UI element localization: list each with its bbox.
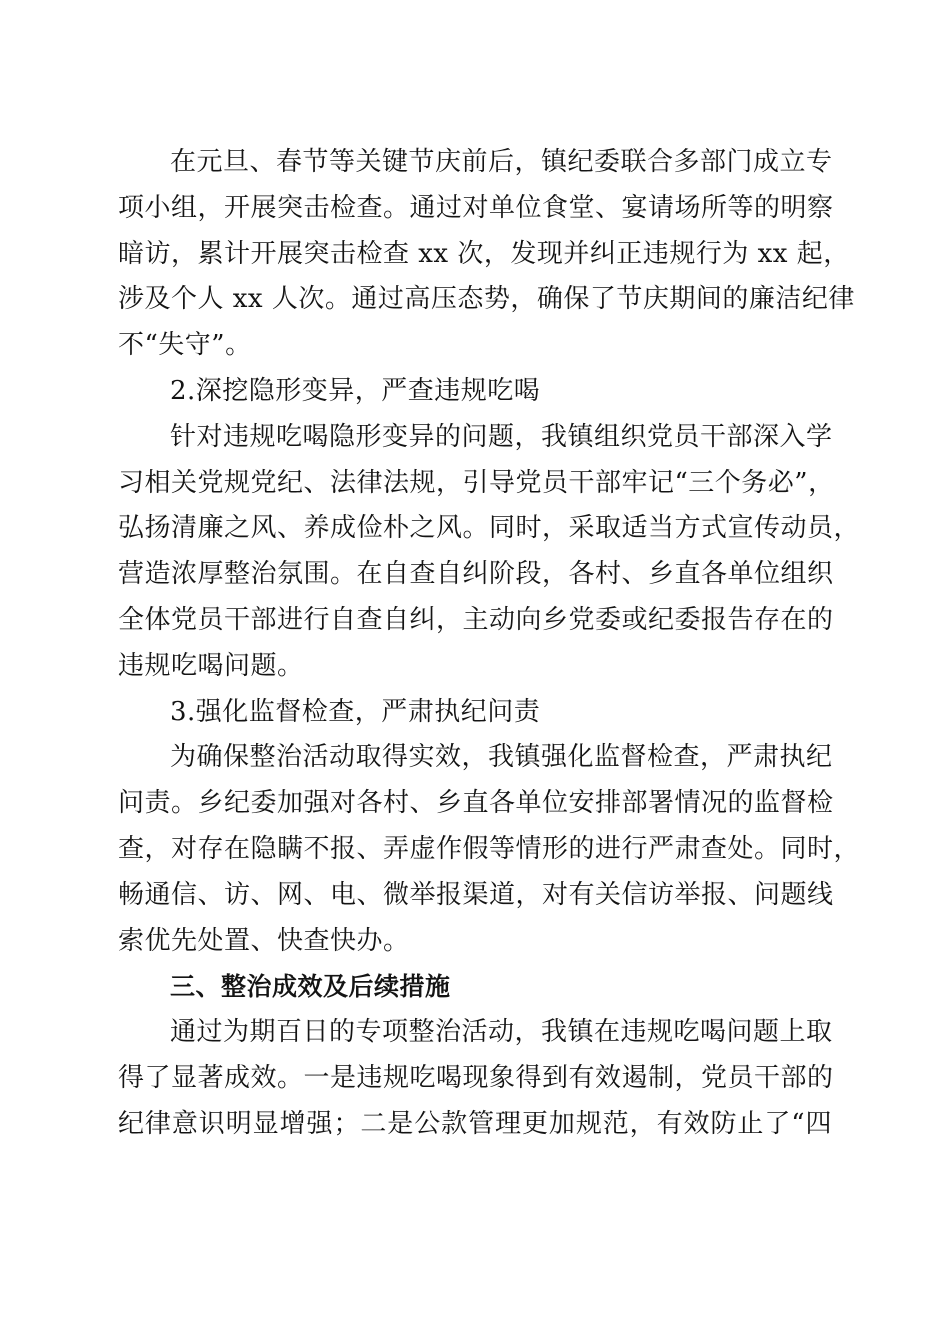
paragraph-line: 通过为期百日的专项整治活动，我镇在违规吃喝问题上取 (170, 1017, 833, 1048)
section-heading-text: 三、整治成效及后续措施 (170, 972, 451, 1002)
paragraph-line: 违规吃喝问题。 (118, 650, 304, 681)
paragraph-line: 营造浓厚整治氛围。在自查自纠阶段，各村、乡直各单位组织 (118, 559, 834, 590)
paragraph-line: 索优先处置、快查快办。 (118, 925, 410, 956)
subheading-text: 2.深挖隐形变异，严查违规吃喝 (170, 375, 541, 406)
paragraph-supervision (118, 735, 861, 964)
subheading-text: 3.强化监督检查，严肃执纪问责 (170, 696, 541, 727)
subheading-2 (118, 369, 832, 415)
paragraph-line: 习相关党规党纪、法律法规，引导党员干部牢记“三个务必”， (118, 467, 835, 498)
paragraph-hidden-variations (118, 415, 861, 690)
paragraph-line: 畅通信、访、网、电、微举报渠道，对有关信访举报、问题线 (118, 879, 834, 910)
paragraph-line: 在元旦、春节等关键节庆前后，镇纪委联合多部门成立专 (170, 147, 833, 177)
subheading-3 (118, 690, 832, 736)
paragraph-results (118, 1010, 832, 1147)
paragraph-line: 全体党员干部进行自查自纠，主动向乡党委或纪委报告存在的 (118, 604, 834, 635)
paragraph-holiday-inspections (118, 140, 855, 369)
paragraph-line: 为确保整治活动取得实效，我镇强化监督检查，严肃执纪 (170, 742, 833, 773)
paragraph-line: 查，对存在隐瞒不报、弄虚作假等情形的进行严肃查处。同时， (118, 833, 861, 864)
paragraph-line: 涉及个人 xx 人次。通过高压态势，确保了节庆期间的廉洁纪律 (118, 284, 855, 315)
paragraph-line: 针对违规吃喝隐形变异的问题，我镇组织党员干部深入学 (170, 421, 833, 452)
paragraph-line: 得了显著成效。一是违规吃喝现象得到有效遏制，党员干部的 (118, 1062, 834, 1093)
paragraph-line: 问责。乡纪委加强对各村、乡直各单位安排部署情况的监督检 (118, 788, 834, 819)
paragraph-line: 项小组，开展突击检查。通过对单位食堂、宴请场所等的明察 (118, 192, 834, 223)
paragraph-line: 弘扬清廉之风、养成俭朴之风。同时，采取适当方式宣传动员， (118, 513, 861, 544)
paragraph-line: 不“失守”。 (118, 330, 252, 361)
section-heading (118, 964, 832, 1010)
paragraph-line: 暗访，累计开展突击检查 xx 次，发现并纠正违规行为 xx 起， (118, 238, 850, 269)
paragraph-line: 纪律意识明显增强；二是公款管理更加规范，有效防止了“四 (118, 1108, 832, 1139)
document-body (118, 140, 861, 1148)
